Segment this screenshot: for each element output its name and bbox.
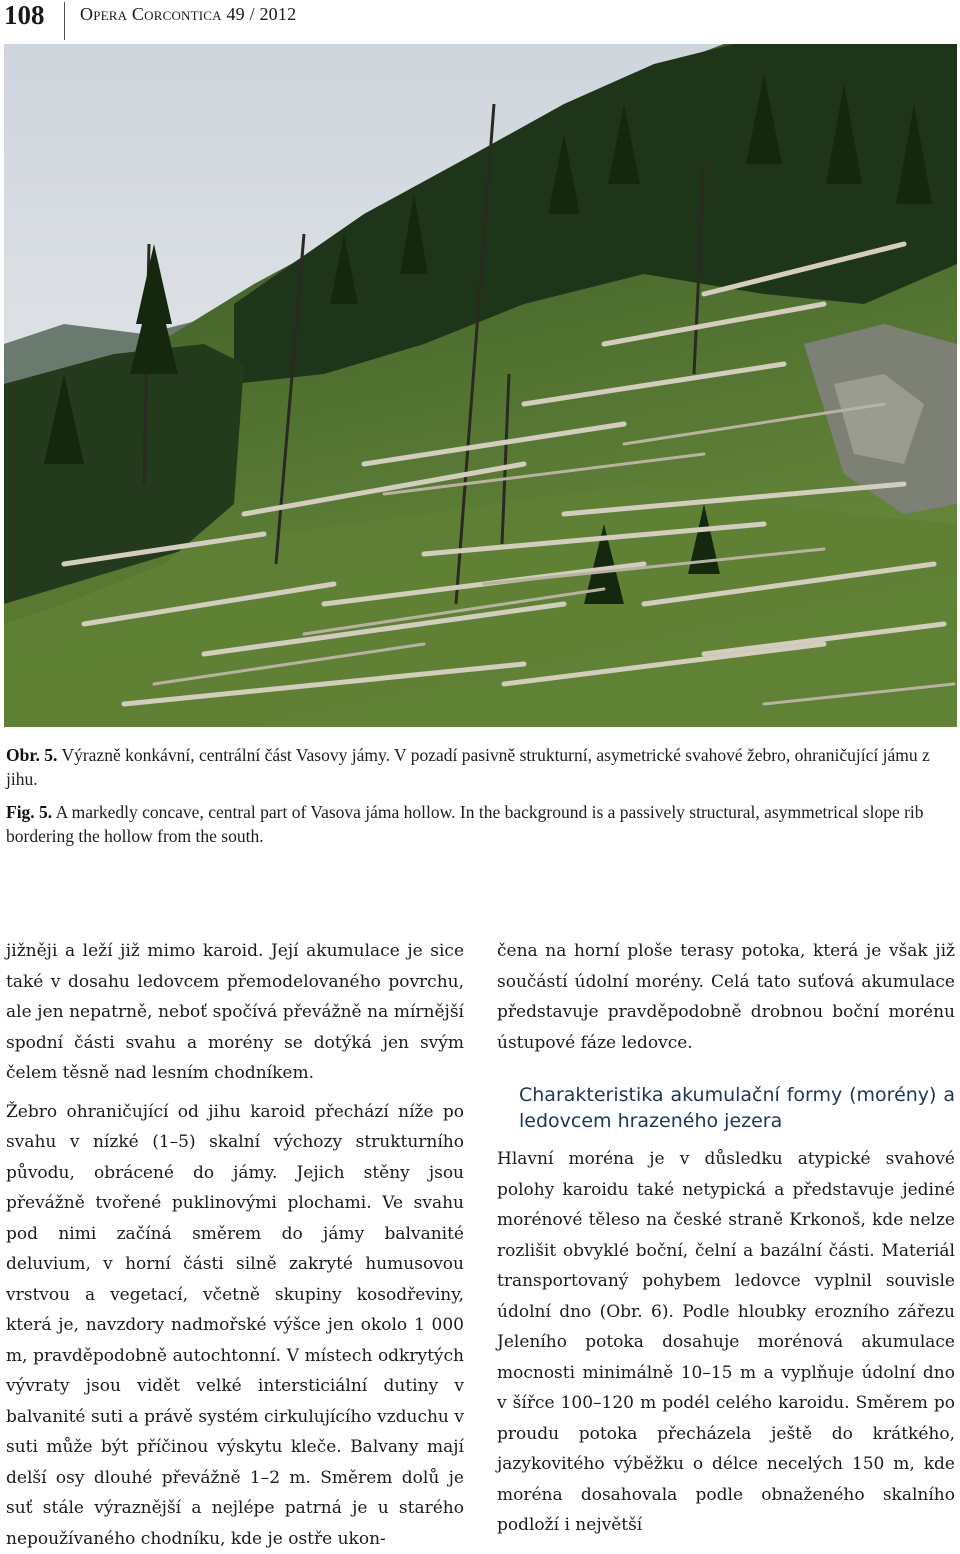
caption-text-english: A markedly concave, central part of Vasova jáma hollow. In the background is a passively structural, asymmetrical slope rib bordering the hollow from the south.: [6, 802, 924, 846]
header-divider: [64, 2, 65, 40]
page-header: [0, 0, 960, 44]
journal-title: Opera Corcontica 49 / 2012: [80, 4, 296, 24]
caption-text-czech: Výrazně konkávní, centrální část Vasovy jámy. V pozadí pasivně strukturní, asymetrické svahové žebro, ohraničující jámu z jihu.: [6, 745, 930, 789]
forest-slope-photo: [4, 44, 957, 727]
section-heading: Charakteristika akumulační formy (morény) a ledovcem hrazeného jezera: [519, 1082, 955, 1134]
paragraph: Hlavní moréna je v důsledku atypické svahové polohy karoidu také netypická a představuje jediné morénové těleso na české straně Krkonoš, kde nelze rozlišit obvyklé boční, čelní a bazální části. Materiál transportovaný pohybem ledovce vyplnil souvisle údolní dno (Obr. 6). Podle hloubky erozního zářezu Jeleního potoka dosahuje morénová akumulace mocnosti minimálně 10–15 m a vyplňuje údolní dno v šířce 100–120 m podél celého karoidu. Směrem po proudu potoka přecházela ještě do krátkého, jazykovitého výběžku o délce necelých 150 m, kde moréna dosahovala podle obnaženého skalního podloží i největší: [497, 1144, 955, 1541]
figure-photo: [4, 44, 957, 727]
paragraph: jižněji a leží již mimo karoid. Její akumulace je sice také v dosahu ledovcem přemodelovaného povrchu, ale jen nepatrně, neboť spočívá převážně na mírnější spodní části svahu a morény se dotýká jen svým čelem těsně nad lesním chodníkem.: [6, 936, 464, 1089]
body-column-left: [6, 936, 464, 1554]
body-column-right: [497, 936, 955, 1541]
paragraph: čena na horní ploše terasy potoka, která je však již součástí údolní morény. Celá tato suťová akumulace představuje pravděpodobně drobnou boční morénu ústupové fáze ledovce.: [497, 936, 955, 1058]
figure-caption-czech: [6, 743, 956, 791]
page-number: 108: [4, 0, 45, 30]
caption-label-czech: Obr. 5.: [6, 745, 57, 765]
paragraph: Žebro ohraničující od jihu karoid přechází níže po svahu v nízké (1–5) skalní výchozy strukturního původu, obrácené do jámy. Jejich stěny jsou převážně tvořené puklinovými plochami. Ve svahu pod nimi začíná směrem do jámy balvanité deluvium, v horní části silně zakryté humusovou vrstvou a vegetací, včetně skupiny kosodřeviny, která je, navzdory nadmořské výšce jen okolo 1 000 m, pravděpodobně autochtonní. V místech odkrytých vývraty jsou vidět velké intersticiální dutiny v balvanité suti a právě systém cirkulujícího vzduchu v suti může být příčinou výskytu kleče. Balvany mají delší osy dlouhé převážně 1–2 m. Směrem dolů je suť stále výraznější a nejlépe patrná je u starého nepoužívaného chodníku, kde je ostře ukon-: [6, 1097, 464, 1554]
figure-caption-english: [6, 800, 956, 848]
caption-label-english: Fig. 5.: [6, 802, 52, 822]
